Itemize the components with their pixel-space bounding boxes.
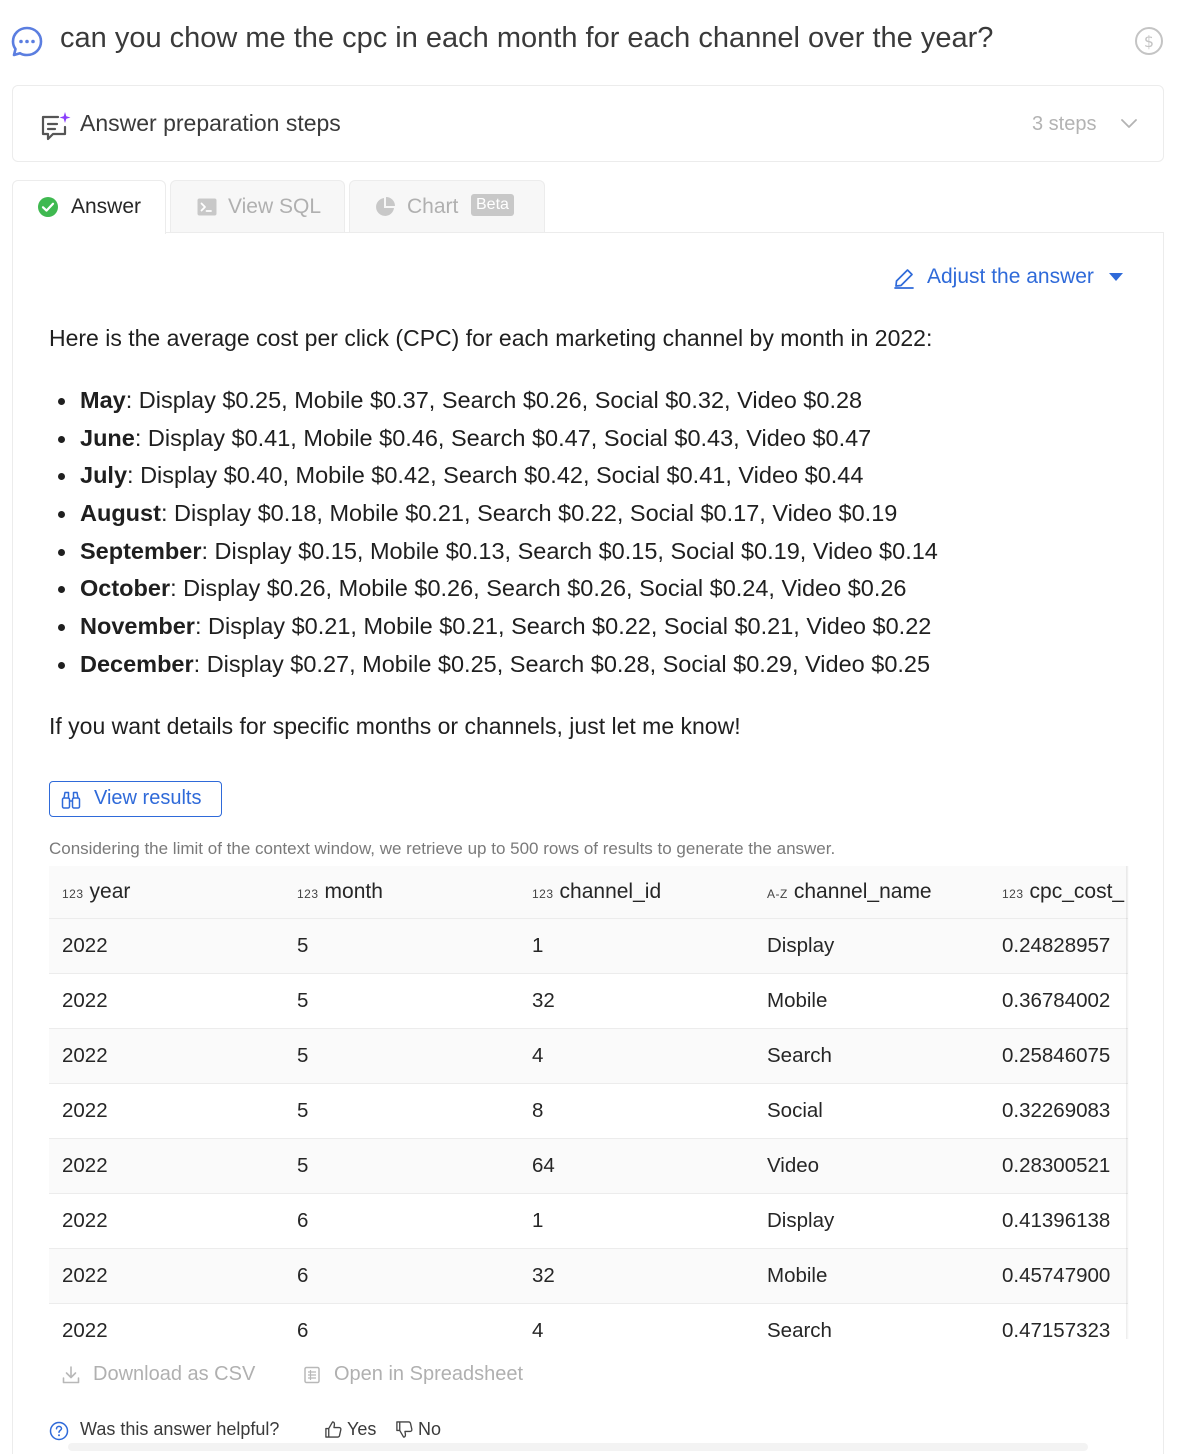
caret-down-icon	[1109, 273, 1123, 281]
column-header-cpc-cost[interactable]: 123 cpc_cost_	[989, 866, 1128, 918]
tab-view-sql[interactable]	[170, 180, 345, 233]
table-header-row	[49, 866, 1128, 918]
tab-chart[interactable]	[349, 180, 545, 233]
thumbs-up-icon	[324, 1420, 343, 1439]
download-csv-label: Download as CSV	[93, 1363, 256, 1385]
context-limit-note: Considering the limit of the context window, we retrieve up to 500 rows of results to generate the answer.	[49, 839, 836, 858]
table-row: 2022 6 4 Search 0.47157323	[49, 1303, 1128, 1339]
steps-title: Answer preparation steps	[80, 110, 341, 136]
cpc-month-list	[49, 383, 938, 685]
beta-badge: Beta	[471, 194, 514, 216]
vote-no-label: No	[418, 1419, 442, 1439]
thumbs-down-icon	[395, 1420, 414, 1439]
table-row: 2022 5 1 Display 0.24828957	[49, 918, 1128, 973]
tab-chart-label: Chart	[407, 195, 459, 218]
steps-count: 3 steps	[1032, 113, 1097, 135]
table-scroll-shadow	[1126, 866, 1129, 1339]
list-item: November: Display $0.21, Mobile $0.21, Search $0.22, Social $0.21, Video $0.22	[49, 609, 938, 647]
divider	[68, 1443, 1088, 1451]
table-row: 2022 5 8 Social 0.32269083	[49, 1083, 1128, 1138]
view-results-button[interactable]	[49, 781, 222, 817]
answer-preparation-steps[interactable]	[12, 85, 1164, 162]
list-item: December: Display $0.27, Mobile $0.25, Search $0.28, Social $0.29, Video $0.25	[49, 647, 938, 685]
tab-answer[interactable]	[12, 180, 166, 234]
terminal-icon	[196, 196, 218, 218]
tab-answer-label: Answer	[71, 195, 142, 218]
table-row: 2022 6 1 Display 0.41396138	[49, 1193, 1128, 1248]
results-table[interactable]	[49, 866, 1128, 1339]
list-item: July: Display $0.40, Mobile $0.42, Search $0.42, Social $0.41, Video $0.44	[49, 458, 938, 496]
pie-chart-icon	[374, 196, 396, 218]
download-icon	[61, 1365, 81, 1385]
column-header-year[interactable]: 123 year	[49, 866, 284, 918]
question-text: can you chow me the cpc in each month for each channel over the year?	[60, 22, 994, 54]
answer-intro: Here is the average cost per click (CPC) for each marketing channel by month in 2022:	[49, 325, 933, 351]
open-spreadsheet-label: Open in Spreadsheet	[334, 1363, 524, 1385]
list-item: October: Display $0.26, Mobile $0.26, Search $0.26, Social $0.24, Video $0.26	[49, 571, 938, 609]
list-item: September: Display $0.15, Mobile $0.13, Search $0.15, Social $0.19, Video $0.14	[49, 534, 938, 572]
tab-view-sql-label: View SQL	[228, 195, 321, 218]
question-bar	[0, 0, 1184, 82]
view-results-label: View results	[94, 787, 202, 809]
adjust-answer-label: Adjust the answer	[927, 265, 1094, 288]
svg-text:$: $	[1143, 32, 1155, 51]
table-row: 2022 5 64 Video 0.28300521	[49, 1138, 1128, 1193]
chat-bubble-icon	[10, 25, 44, 59]
dollar-circle-icon[interactable]	[1133, 25, 1165, 57]
column-header-channel-id[interactable]: 123 channel_id	[519, 866, 754, 918]
ai-steps-icon	[39, 110, 71, 142]
helpful-question: Was this answer helpful?	[80, 1419, 280, 1439]
answer-outro: If you want details for specific months or channels, just let me know!	[49, 713, 741, 739]
spreadsheet-icon	[302, 1365, 322, 1385]
question-circle-icon	[49, 1421, 69, 1441]
table-row: 2022 6 32 Mobile 0.45747900	[49, 1248, 1128, 1303]
binoculars-icon	[61, 790, 81, 810]
pencil-icon	[893, 267, 915, 289]
check-circle-icon	[37, 196, 59, 218]
list-item: May: Display $0.25, Mobile $0.37, Search $0.26, Social $0.32, Video $0.28	[49, 383, 938, 421]
chevron-down-icon[interactable]	[1119, 113, 1139, 133]
table-row: 2022 5 4 Search 0.25846075	[49, 1028, 1128, 1083]
vote-yes-label: Yes	[347, 1419, 377, 1439]
list-item: June: Display $0.41, Mobile $0.46, Search $0.47, Social $0.43, Video $0.47	[49, 421, 938, 459]
column-header-month[interactable]: 123 month	[284, 866, 519, 918]
column-header-channel-name[interactable]: A-Z channel_name	[754, 866, 989, 918]
answer-panel	[12, 232, 1164, 1454]
table-row: 2022 5 32 Mobile 0.36784002	[49, 973, 1128, 1028]
list-item: August: Display $0.18, Mobile $0.21, Search $0.22, Social $0.17, Video $0.19	[49, 496, 938, 534]
